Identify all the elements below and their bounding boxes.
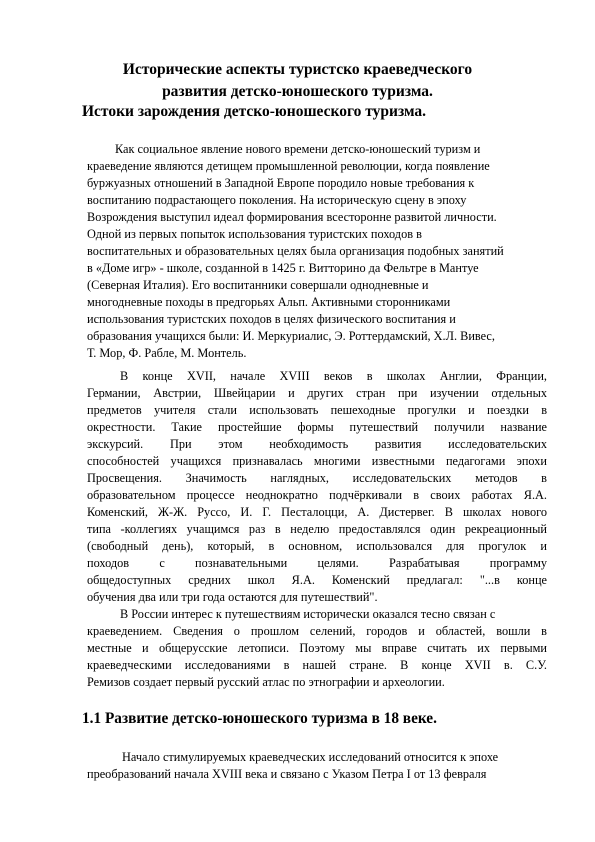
- paragraph-line: Возрождения выступил идеал формирования всесторонне развитой личности.: [87, 210, 497, 224]
- paragraph-line: (Северная Италия). Его воспитанники совершали однодневные и: [87, 278, 429, 292]
- paragraph-line: Одной из первых попыток использования туристских походов в: [87, 227, 422, 241]
- paragraph-line: общедоступных средних школ Я.А. Коменский предлагал: "...в конце: [87, 573, 547, 587]
- document-title-line-1: Исторические аспекты туристско краеведческого: [122, 61, 473, 78]
- paragraph-line: Коменский, Ж-Ж. Руссо, И. Г. Песталоцци, А. Дистервег. В школах нового: [87, 505, 547, 519]
- paragraph-line: Т. Мор, Ф. Рабле, М. Монтель.: [87, 346, 247, 360]
- paragraph-line: Просвещения. Значимость наглядных, исследовательских методов в: [87, 471, 547, 485]
- paragraph-line: краеведением. Сведения о прошлом селений, городов и областей, вошли в: [87, 624, 547, 638]
- paragraph-line: буржуазных отношений в Западной Европе породило новые требования к: [87, 176, 475, 190]
- paragraph-line: обучения два или три года остаются для путешествий".: [87, 590, 378, 604]
- paragraph-line: типа -коллегиях учащимся раз в неделю предоставлялся один рекреационный: [87, 522, 547, 536]
- paragraph-line: походов с познавательными целями. Разрабатывая программу: [87, 556, 547, 570]
- paragraph-line: краеведческими исследованиями в нашей стране. В конце XVII в. С.У.: [87, 658, 547, 672]
- paragraph-line: Ремизов создает первый русский атлас по этнографии и археологии.: [87, 675, 445, 689]
- paragraph-line: экскурсий. При этом необходимость развития исследовательских: [87, 437, 547, 451]
- section-heading: Истоки зарождения детско-юношеского туризма.: [82, 103, 427, 120]
- paragraph-line: Германии, Австрии, Швейцарии и других стран при изучении отдельных: [87, 386, 547, 400]
- paragraph-line: воспитанию подрастающего поколения. На историческую сцену в эпоху: [87, 193, 467, 207]
- paragraph-line: В конце XVII, начале XVIII веков в школах Англии, Франции,: [120, 369, 547, 383]
- paragraph-line: использования туристских походов в целях физического воспитания и: [87, 312, 456, 326]
- paragraph-line: многодневные походы в предгорьях Альп. Активными сторонниками: [87, 295, 451, 309]
- paragraph-line: воспитательных и образовательных целях была организация подобных занятий: [87, 244, 504, 258]
- paragraph-line: краеведение являются детищем промышленной революции, когда появление: [87, 159, 490, 173]
- paragraph-line: образования учащихся были: И. Меркуриалис, Э. Роттердамский, Х.Л. Вивес,: [87, 329, 495, 343]
- paragraph-line: Начало стимулируемых краеведческих исследований относится к эпохе: [122, 750, 499, 764]
- subsection-heading: 1.1 Развитие детско-юношеского туризма в 18 веке.: [82, 710, 437, 727]
- paragraph-line: Как социальное явление нового времени детско-юношеский туризм и: [115, 142, 481, 156]
- document-title-line-2: развития детско-юношеского туризма.: [162, 83, 433, 100]
- paragraph-line: местные и общерусские летописи. Поэтому мы вправе считать их первыми: [87, 641, 547, 655]
- paragraph-line: предметов учителя стали использовать пешеходные прогулки и поездки в: [87, 403, 547, 417]
- paragraph-line: способностей учащихся признавалась многими известными педагогами эпохи: [87, 454, 547, 468]
- paragraph-line: образовательном процессе неоднократно подчёркивали в своих работах Я.А.: [87, 488, 547, 502]
- paragraph-line: преобразований начала XVIII века и связано с Указом Петра I от 13 февраля: [87, 767, 487, 781]
- paragraph-line: в «Доме игр» - школе, созданной в 1425 г. Витторино да Фельтре в Мантуе: [87, 261, 479, 275]
- paragraph-line: В России интерес к путешествиям исторически оказался тесно связан с: [120, 607, 496, 621]
- paragraph-line: окрестности. Такие простейшие формы путешествий получили название: [87, 420, 547, 434]
- paragraph-line: (свободный день), который, в основном, использовался для прогулок и: [87, 539, 547, 553]
